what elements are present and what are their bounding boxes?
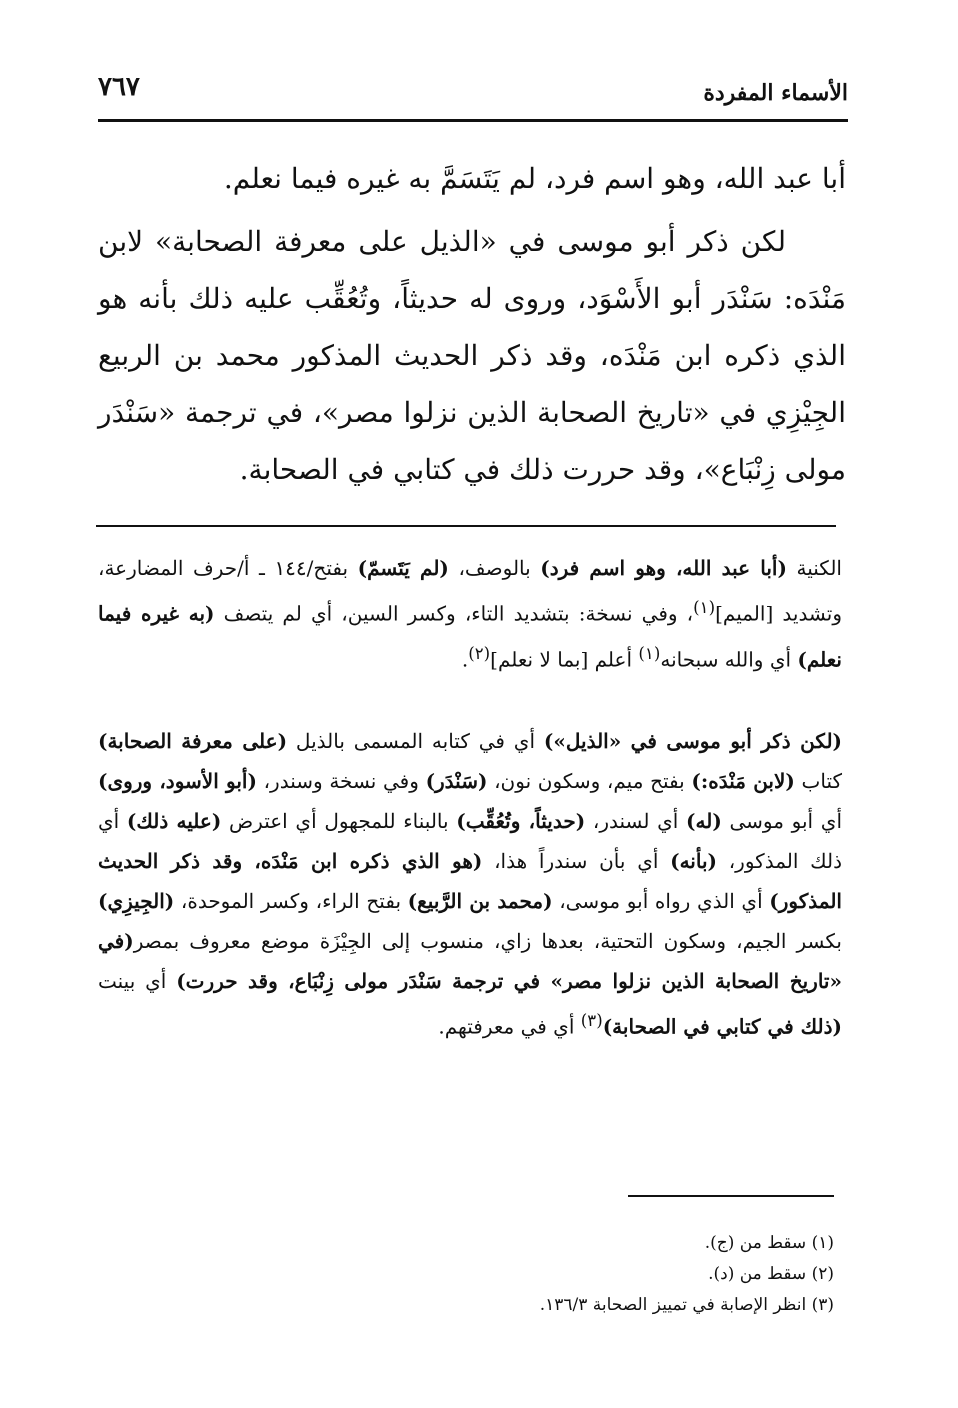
- commentary-text: بالوصف،: [448, 556, 541, 580]
- main-paragraph: أبا عبد الله، وهو اسم فرد، لم يَتَسَمَّ به غيره فيما نعلم.: [223, 162, 846, 195]
- quoted-phrase: (هو الذي ذكره ابن مَنْدَه، وقد ذكر الحديث المذكور): [98, 849, 842, 914]
- commentary-text: .: [461, 647, 469, 672]
- commentary-paragraph: [98, 548, 842, 679]
- commentary-text: أي الذي رواه أبو موسى،: [552, 889, 770, 914]
- footnote-ref: (١): [693, 598, 716, 617]
- quoted-phrase: (لكن ذكر أبو موسى في «الذيل»): [543, 729, 843, 754]
- quoted-phrase: (به غيره فيما نعلم): [98, 601, 842, 672]
- quoted-phrase: (له): [686, 809, 722, 834]
- commentary-text: أي لسندر،: [585, 809, 687, 834]
- main-text: [98, 150, 846, 498]
- footnote: (٣) انظر الإصابة في تمييز الصحابة ١٣٦/٣.: [539, 1295, 834, 1315]
- header-rule: [98, 119, 848, 122]
- commentary-text: ، وفي نسخة: بتشديد التاء، وكسر السين، أي لم يتصف: [214, 601, 694, 626]
- quoted-phrase: (عليه ذلك): [126, 809, 222, 834]
- quoted-phrase: (حديثاً، وتُعُقِّب): [456, 809, 586, 834]
- footnote: (١) سقط من (ج).: [704, 1233, 834, 1253]
- commentary-text: أي ذلك المذكور،: [98, 809, 842, 874]
- commentary-text: بفتح ميم، وسكون نون،: [487, 769, 692, 794]
- commentary-text: أي في كتابه المسمى بالذيل: [287, 729, 544, 754]
- footnote-divider: [628, 1195, 834, 1197]
- commentary-text: بفتح الراء، وكسر الموحدة،: [174, 889, 408, 914]
- footnote-ref: (٢): [468, 643, 491, 663]
- footnote-ref: (١): [638, 643, 661, 663]
- commentary-text: بالبناء للمجهول أي اعترض: [221, 809, 457, 834]
- quoted-phrase: (بأنه): [670, 849, 717, 874]
- quoted-phrase: (أبا عبد الله، وهو اسم فرد): [540, 556, 787, 580]
- footnote: (٢) سقط من (د).: [708, 1264, 834, 1284]
- commentary-text: أي في معرفتهم.: [438, 1014, 581, 1039]
- commentary-text: أي بينت: [98, 969, 177, 994]
- commentary: [98, 548, 842, 1047]
- commentary-text: أي والله سبحانه: [660, 647, 798, 672]
- quoted-phrase: (لابن مَنْدَه:): [691, 769, 795, 794]
- quoted-phrase: (لم يَتَسمّ): [357, 556, 449, 580]
- footnote-ref: (٣): [580, 1011, 603, 1031]
- commentary-text: أي بأن سندراً هذا،: [482, 849, 671, 874]
- commentary-text: بكسر الجيم، وسكون التحتية، بعدها زاي، منسوب إلى الجِيْزَة موضع معروف بمصر: [133, 929, 842, 954]
- running-header: [98, 66, 848, 122]
- commentary-text: الكنية: [786, 556, 842, 580]
- quoted-phrase: (محمد بن الرَّبيع): [407, 889, 553, 914]
- commentary-text: وفي نسخة وسندر،: [256, 769, 426, 794]
- commentary-text: كتاب: [794, 769, 843, 794]
- quoted-phrase: (ذلك في كتابي في الصحابة): [602, 1014, 842, 1039]
- text-divider: [96, 525, 836, 527]
- quoted-phrase: (أبو الأسود، وروى): [98, 769, 257, 794]
- footnotes: [300, 1228, 834, 1321]
- commentary-text: بفتح/١٤٤ ـ أ/حرف المضارعة، وتشديد [الميم]: [98, 556, 843, 626]
- quoted-phrase: (الجِيزِي): [98, 889, 175, 914]
- commentary-text: أعلم [بما لا نعلم]: [490, 647, 639, 672]
- commentary-text: أي أبو موسى: [721, 809, 843, 834]
- quoted-phrase: (سَنْدَر): [425, 769, 488, 794]
- quoted-phrase: (في «تاريخ الصحابة الذين نزلوا مصر» في ترجمة سَنْدَر مولى زِنْبَاع، وقد حررت): [98, 929, 842, 994]
- main-paragraph: لكن ذكر أبو موسى في «الذيل على معرفة الصحابة» لابن مَنْدَه: سَنْدَر أبو الأَسْوَد، وروى له حديثاً، وتُعُقِّب عليه ذلك بأنه هو الذي ذكره ابن مَنْدَه، وقد ذكر الحديث المذكور محمد بن الربيع الجِيْزِي في «تاريخ الصحابة الذين نزلوا مصر»، في ترجمة «سَنْدَر مولى زِنْبَاع»، وقد حررت ذلك في كتابي في الصحابة.: [98, 225, 846, 486]
- commentary-paragraph: [98, 721, 842, 1047]
- running-header-title: الأسماء المفردة: [703, 80, 848, 106]
- quoted-phrase: (على معرفة الصحابة): [98, 729, 288, 754]
- page-number: ٧٦٧: [98, 72, 140, 102]
